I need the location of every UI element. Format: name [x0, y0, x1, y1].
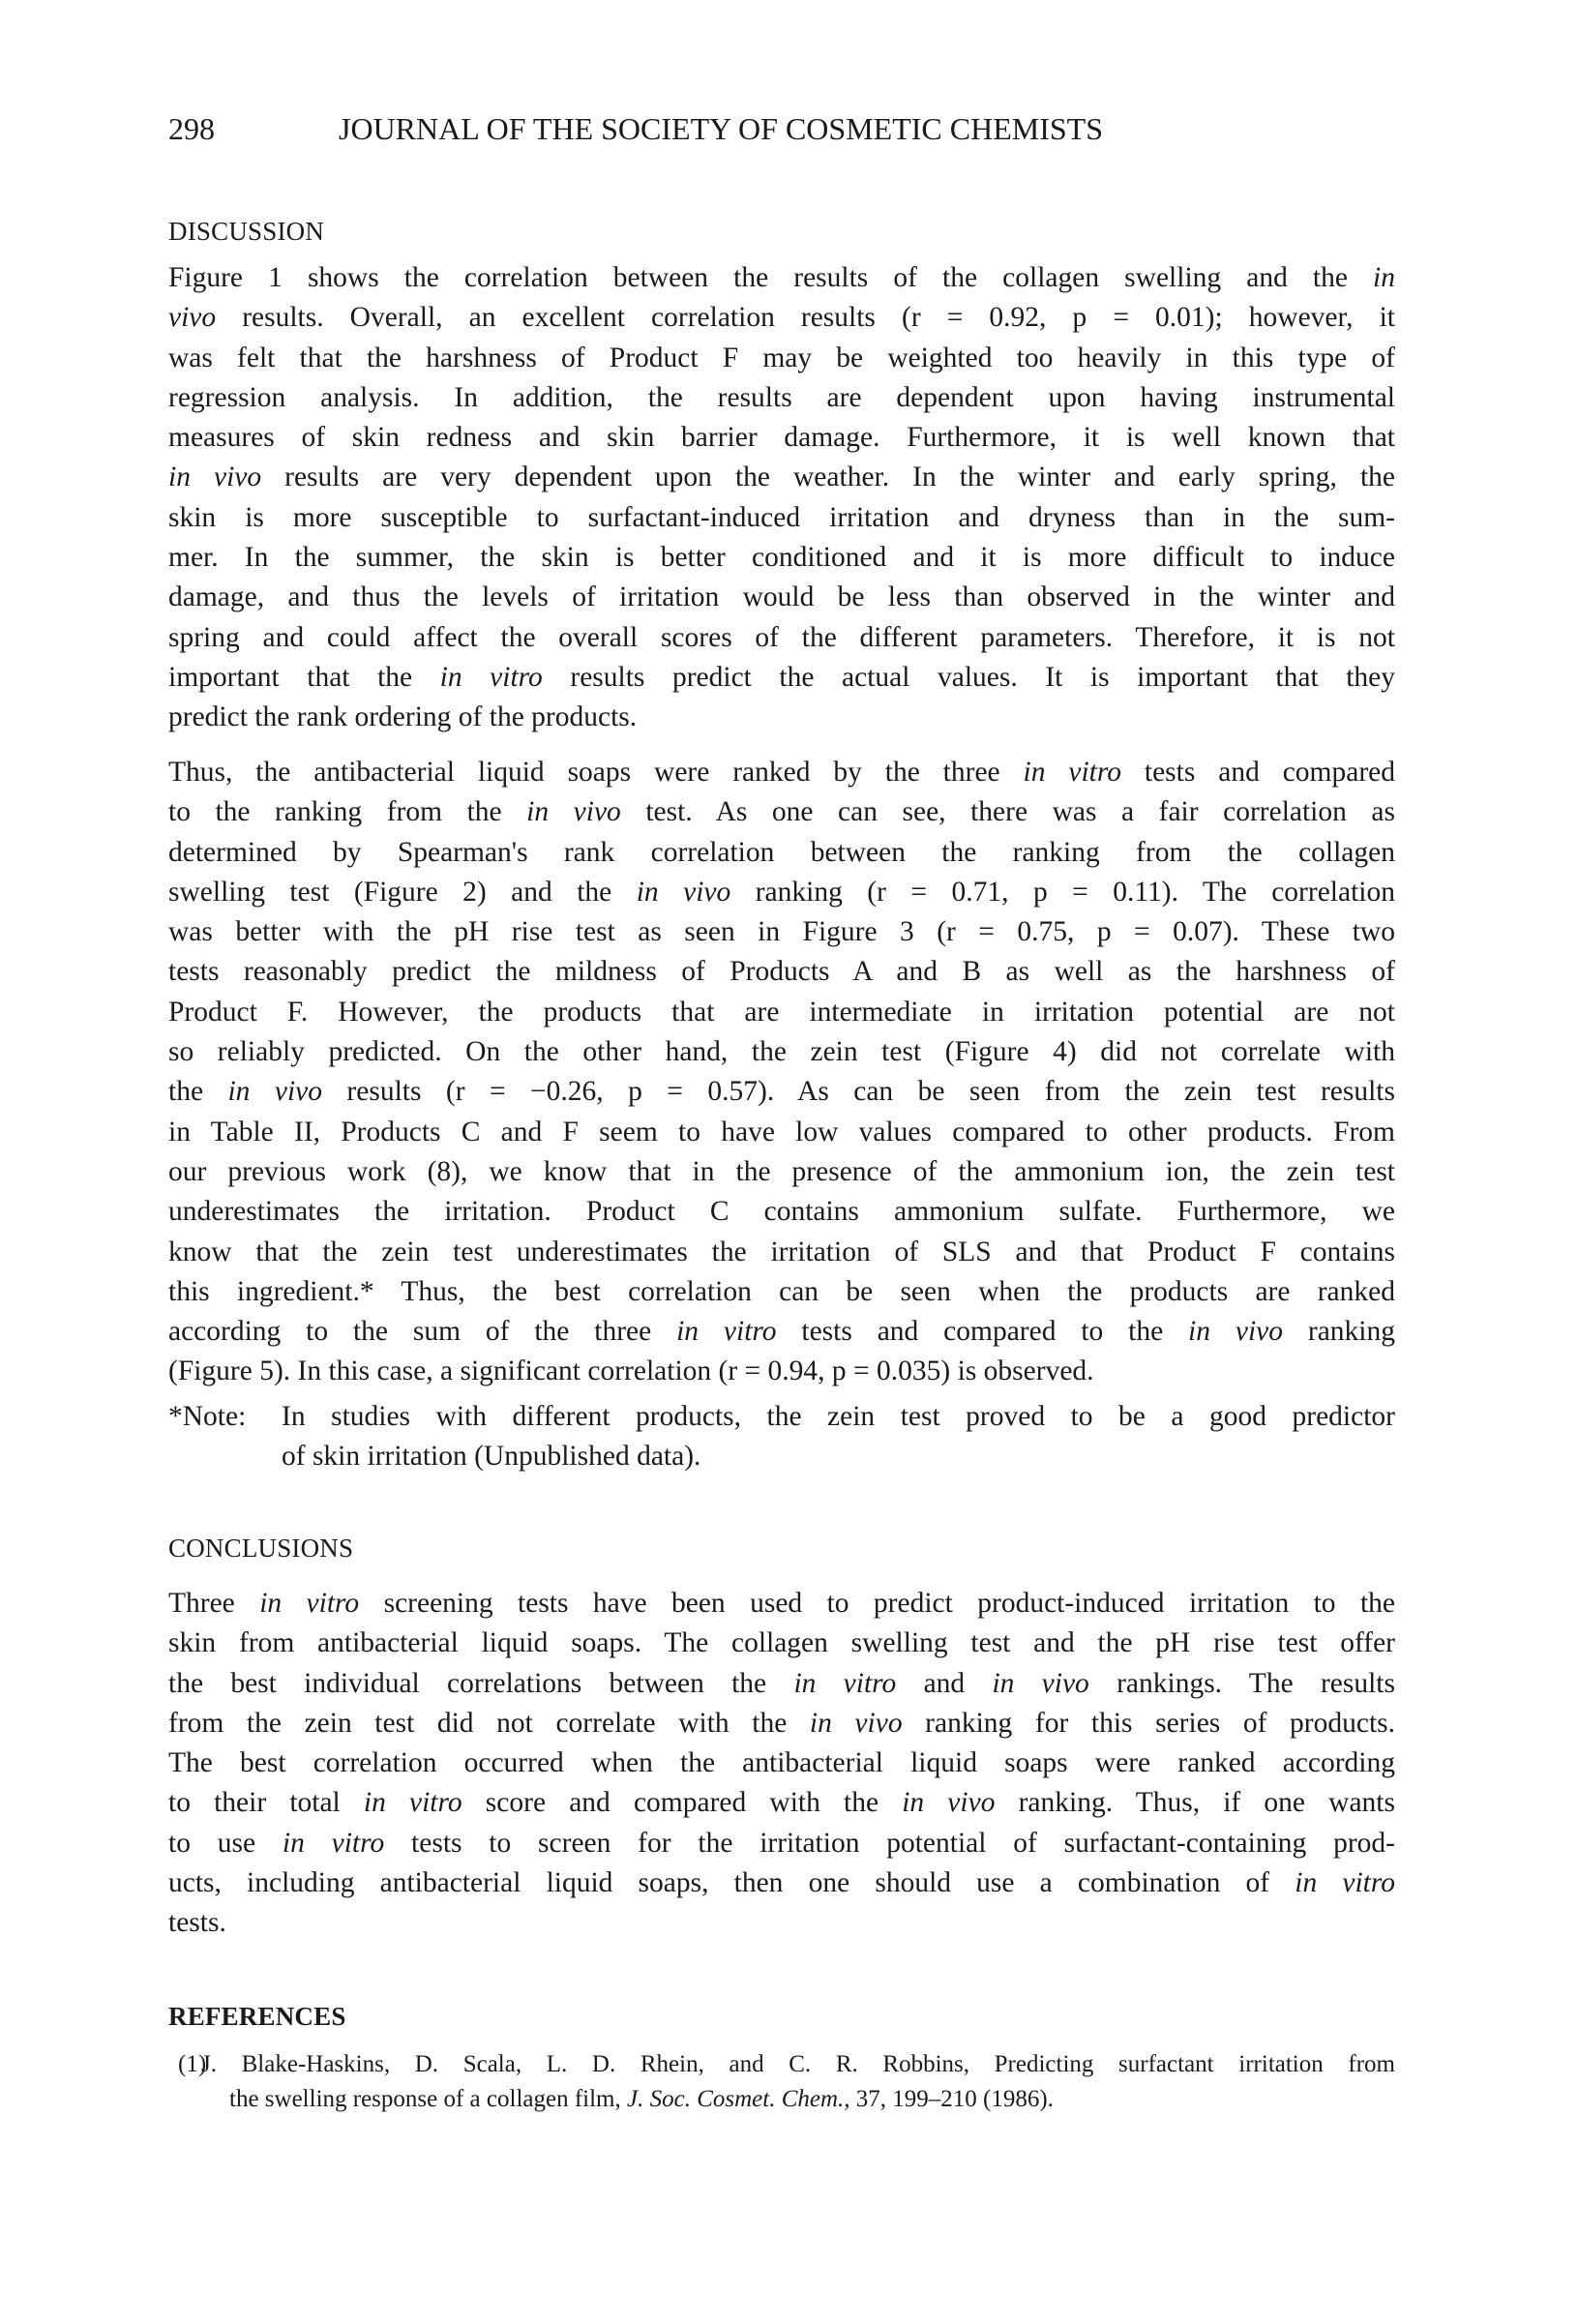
- text-line: [168, 792, 1395, 832]
- conclusions-heading: CONCLUSIONS: [168, 1534, 354, 1563]
- text-line: [168, 339, 1395, 378]
- text-run: ranking (r = 0.71, p = 0.11). The correlation: [730, 876, 1395, 908]
- text-run: J. Blake-Haskins, D. Scala, L. D. Rhein, and C. R. Robbins, Predicting surfactant irritation from: [201, 2051, 1395, 2077]
- italic-term: in vivo: [227, 1076, 322, 1108]
- text-run: ucts, including antibacterial liquid soaps, then one should use a combination of: [168, 1867, 1295, 1899]
- page-number: 298: [168, 111, 215, 146]
- text-line: [168, 1192, 1395, 1232]
- text-run: tests reasonably predict the mildness of Products A and B as well as the harshness of: [168, 956, 1395, 988]
- conclusions-paragraph: [168, 1584, 1395, 1944]
- italic-term: in vitro: [676, 1316, 777, 1348]
- italic-term: in vivo: [168, 462, 262, 493]
- text-line: [168, 1824, 1395, 1863]
- text-run: this ingredient.* Thus, the best correlation can be seen when the products are ranked: [168, 1275, 1395, 1307]
- text-line: [168, 1072, 1395, 1112]
- text-line: [168, 1584, 1395, 1624]
- text-run: ranking for this series of products.: [902, 1707, 1395, 1739]
- text-run: results. Overall, an excellent correlation results (r = 0.92, p = 0.01); however, it: [216, 302, 1395, 334]
- text-run: so reliably predicted. On the other hand, the zein test (Figure 4) did not correlate with: [168, 1036, 1395, 1068]
- running-head: JOURNAL OF THE SOCIETY OF COSMETIC CHEMISTS: [339, 111, 1103, 146]
- italic-term: in vitro: [363, 1787, 462, 1819]
- text-run: In studies with different products, the zein test proved to be a good predictor: [282, 1401, 1395, 1432]
- text-run: The best correlation occurred when the antibacterial liquid soaps were ranked according: [168, 1747, 1395, 1779]
- text-run: our previous work (8), we know that in the presence of the ammonium ion, the zein test: [168, 1155, 1395, 1187]
- text-line: [168, 833, 1395, 873]
- reference-number-text: (1): [178, 2051, 207, 2077]
- text-run: the swelling response of a collagen film,: [229, 2086, 627, 2112]
- text-run: swelling test (Figure 2) and the: [168, 876, 637, 908]
- text-run: ranking: [1283, 1316, 1395, 1348]
- text-run: the best individual correlations between the: [168, 1667, 794, 1699]
- text-run: tests.: [168, 1907, 226, 1939]
- text-line: [282, 1437, 1395, 1476]
- text-line: [168, 658, 1395, 698]
- text-run: tests to screen for the irritation potential of surfactant-containing prod-: [384, 1827, 1395, 1859]
- text-run: ranking. Thus, if one wants: [995, 1787, 1395, 1819]
- references-heading: REFERENCES: [168, 2002, 346, 2031]
- italic-term: in vitro: [1023, 757, 1121, 788]
- italic-term: in vivo: [992, 1667, 1089, 1699]
- italic-term: in vitro: [1295, 1867, 1395, 1899]
- italic-term: in vitro: [439, 661, 543, 693]
- italic-term: in vivo: [1188, 1316, 1283, 1348]
- text-run: according to the sum of the three: [168, 1316, 677, 1348]
- text-run: results are very dependent upon the weather. In the winter and early spring, the: [261, 462, 1395, 493]
- text-line: [168, 952, 1395, 992]
- text-line: [168, 1624, 1395, 1663]
- text-run: skin from antibacterial liquid soaps. The collagen swelling test and the pH rise test offer: [168, 1627, 1395, 1659]
- text-line: [168, 1352, 1395, 1391]
- text-run: the: [168, 1076, 228, 1108]
- text-line: [201, 2047, 1395, 2082]
- text-line: [168, 1664, 1395, 1704]
- text-run: know that the zein test underestimates the irritation of SLS and that Product F contains: [168, 1236, 1395, 1267]
- text-line: [168, 1312, 1395, 1352]
- text-line: [168, 1783, 1395, 1823]
- text-run: results (r = −0.26, p = 0.57). As can be seen from the zein test results: [322, 1076, 1395, 1108]
- text-line: [168, 1032, 1395, 1072]
- text-run: test. As one can see, there was a fair correlation as: [620, 796, 1395, 828]
- text-run: skin is more susceptible to surfactant-induced irritation and dryness than in the sum-: [168, 501, 1395, 533]
- text-run: tests and compared to the: [776, 1316, 1189, 1348]
- text-run: was better with the pH rise test as seen in Figure 3 (r = 0.75, p = 0.07). These two: [168, 916, 1395, 948]
- text-run: screening tests have been used to predict product-induced irritation to the: [359, 1588, 1395, 1619]
- text-run: regression analysis. In addition, the results are dependent upon having instrumental: [168, 381, 1395, 413]
- text-line: [168, 1903, 1395, 1943]
- text-line: [168, 1272, 1395, 1312]
- text-run: from the zein test did not correlate with the: [168, 1707, 810, 1739]
- text-line: [168, 912, 1395, 952]
- italic-term: in: [1373, 262, 1395, 293]
- discussion-paragraph-1: [168, 258, 1395, 738]
- text-line: [282, 1397, 1395, 1437]
- text-line: [168, 873, 1395, 912]
- note-label: [168, 1397, 294, 1437]
- discussion-paragraph-2: [168, 753, 1395, 1392]
- text-run: to their total: [168, 1787, 364, 1819]
- text-line: [168, 1233, 1395, 1272]
- italic-term: vivo: [168, 302, 217, 334]
- text-line: [168, 993, 1395, 1032]
- text-line: [168, 298, 1395, 338]
- text-line: [168, 1152, 1395, 1192]
- text-run: Thus, the antibacterial liquid soaps were ranked by the three: [168, 757, 1024, 788]
- text-line: [168, 578, 1395, 617]
- text-line: [168, 418, 1395, 458]
- text-run: and: [896, 1667, 993, 1699]
- italic-term: in vivo: [636, 876, 731, 908]
- text-run: underestimates the irritation. Product C contains ammonium sulfate. Furthermore, we: [168, 1196, 1395, 1228]
- text-run: determined by Spearman's rank correlation between the ranking from the collagen: [168, 836, 1395, 868]
- text-line: [168, 753, 1395, 792]
- text-run: mer. In the summer, the skin is better conditioned and it is more difficult to induce: [168, 542, 1395, 574]
- text-run: to use: [168, 1827, 283, 1859]
- text-run: Three: [168, 1588, 260, 1619]
- text-run: was felt that the harshness of Product F may be weighted too heavily in this type of: [168, 342, 1395, 373]
- text-run: Product F. However, the products that are intermediate in irritation potential are not: [168, 996, 1395, 1028]
- text-line: [168, 538, 1395, 578]
- text-line: [168, 618, 1395, 658]
- text-run: score and compared with the: [461, 1787, 903, 1819]
- note-label-text: *Note:: [168, 1401, 247, 1432]
- text-run: to the ranking from the: [168, 796, 527, 828]
- text-line: [168, 458, 1395, 497]
- text-line: [168, 498, 1395, 538]
- italic-term: in vivo: [902, 1787, 996, 1819]
- text-run: spring and could affect the overall scores of the different parameters. Therefore, it is not: [168, 621, 1395, 653]
- text-run: 37, 199–210 (1986).: [849, 2086, 1054, 2112]
- text-run: predict the rank ordering of the products.: [168, 701, 638, 733]
- text-run: important that the: [168, 661, 440, 693]
- text-line: [168, 1863, 1395, 1903]
- text-run: of skin irritation (Unpublished data).: [282, 1441, 701, 1473]
- text-run: (Figure 5). In this case, a significant correlation (r = 0.94, p = 0.035) is observed.: [168, 1356, 1094, 1387]
- discussion-heading: DISCUSSION: [168, 217, 325, 246]
- italic-term: in vivo: [526, 796, 621, 828]
- text-line: [168, 698, 1395, 737]
- text-line: [168, 378, 1395, 418]
- reference-entry: [201, 2047, 1395, 2117]
- italic-term: in vitro: [282, 1827, 385, 1859]
- text-run: Figure 1 shows the correlation between the results of the collagen swelling and the: [168, 262, 1374, 293]
- text-run: in Table II, Products C and F seem to have low values compared to other products. From: [168, 1116, 1395, 1147]
- text-line: [229, 2082, 1395, 2117]
- text-run: tests and compared: [1121, 757, 1396, 788]
- italic-term: in vivo: [809, 1707, 903, 1739]
- text-line: [168, 1743, 1395, 1783]
- text-line: [168, 1704, 1395, 1743]
- text-run: measures of skin redness and skin barrier damage. Furthermore, it is well known that: [168, 422, 1395, 454]
- text-line: [168, 1113, 1395, 1152]
- footnote: [282, 1397, 1395, 1477]
- italic-term: in vitro: [793, 1667, 897, 1699]
- text-run: results predict the actual values. It is important that they: [542, 661, 1395, 693]
- text-run: damage, and thus the levels of irritation would be less than observed in the winter and: [168, 581, 1395, 613]
- text-run: rankings. The results: [1088, 1667, 1395, 1699]
- text-line: [168, 258, 1395, 298]
- italic-term: in vitro: [259, 1588, 360, 1619]
- italic-term: J. Soc. Cosmet. Chem.,: [627, 2086, 850, 2112]
